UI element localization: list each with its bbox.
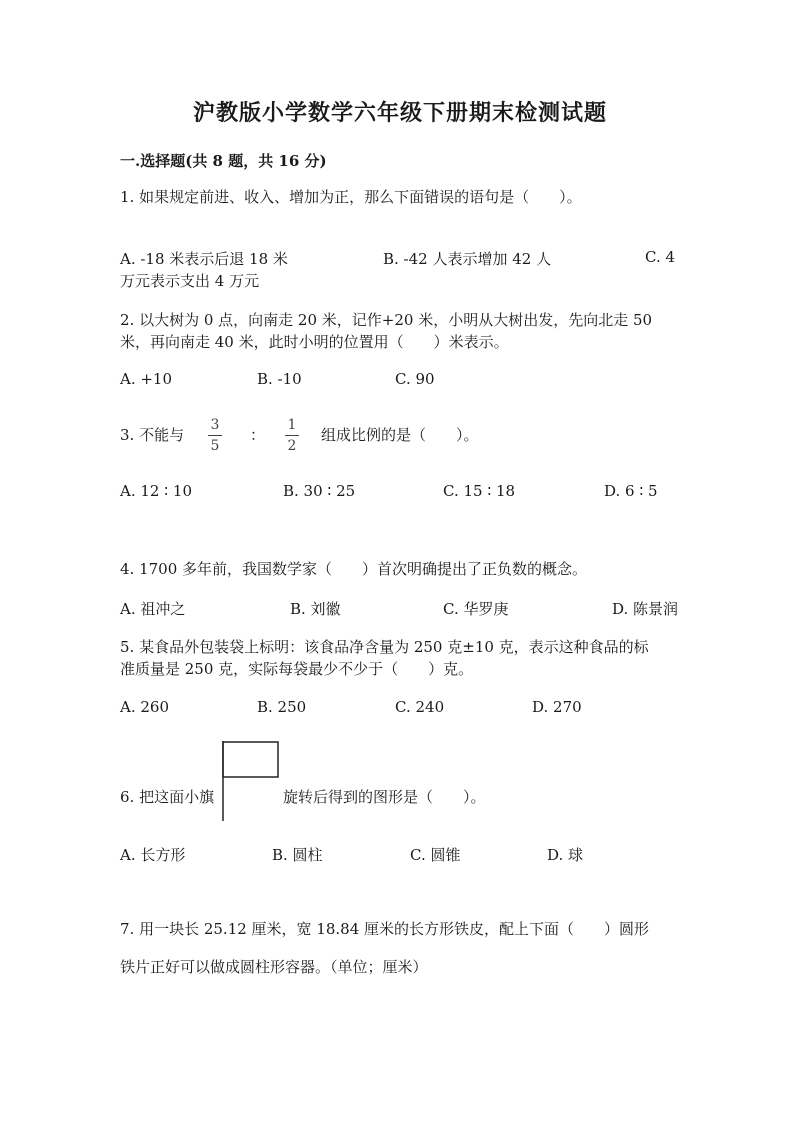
fraction-bar [285,435,299,436]
ratio-colon: ： [250,426,266,444]
fraction-one-half [285,417,299,454]
question-1-option-a: A. -18 米表示后退 18 米 [120,250,288,268]
question-6-option-a: A. 长方形 [120,846,186,864]
section-heading: 一.选择题(共 8 题，共 16 分) [120,152,327,170]
question-1-text: 1. 如果规定前进、收入、增加为正，那么下面错误的语句是（ ）。 [120,188,582,206]
question-7-line-2: 铁片正好可以做成圆柱形容器。（单位；厘米） [120,958,428,976]
question-1-option-c: C. 4 [645,248,676,266]
question-5-line-1: 5. 某食品外包装袋上标明：该食品净含量为 250 克±10 克，表示这种食品的标 [120,638,649,656]
question-3-prefix: 3. 不能与 [120,426,185,444]
question-6-option-c: C. 圆锥 [410,846,461,864]
fraction-denominator: 5 [210,438,220,454]
fraction-denominator: 2 [287,438,297,454]
question-6-option-d: D. 球 [547,846,584,864]
question-4-option-c: C. 华罗庚 [443,600,509,618]
question-5-option-b: B. 250 [257,698,307,716]
question-3-option-a: A. 12 ∶ 10 [120,482,192,500]
question-2-option-b: B. -10 [257,370,302,388]
question-5-option-a: A. 260 [120,698,169,716]
question-3-option-c: C. 15 ∶ 18 [443,482,516,500]
question-1-option-c-continued: 万元表示支出 4 万元 [120,272,260,290]
flag-figure [222,741,279,821]
question-1-option-b: B. -42 人表示增加 42 人 [383,250,552,268]
question-5-option-d: D. 270 [532,698,582,716]
question-5-option-c: C. 240 [395,698,445,716]
question-5-line-2: 准质量是 250 克，实际每袋最少不少于（ ）克。 [120,660,474,678]
question-6-suffix: 旋转后得到的图形是（ ）。 [283,788,486,806]
fraction-bar [208,435,222,436]
question-4-text: 4. 1700 多年前，我国数学家（ ）首次明确提出了正负数的概念。 [120,560,588,578]
question-2-option-a: A. +10 [120,370,173,388]
question-2-line-2: 米，再向南走 40 米，此时小明的位置用（ ）米表示。 [120,333,509,351]
fraction-numerator: 1 [287,417,297,433]
page-title: 沪教版小学数学六年级下册期末检测试题 [192,100,607,126]
question-7-line-1: 7. 用一块长 25.12 厘米，宽 18.84 厘米的长方形铁皮，配上下面（ ）圆形 [120,920,650,938]
question-4-option-a: A. 祖冲之 [120,600,186,618]
question-6-option-b: B. 圆柱 [272,846,323,864]
question-2-option-c: C. 90 [395,370,435,388]
question-6-prefix: 6. 把这面小旗 [120,788,215,806]
question-3-suffix: 组成比例的是（ ）。 [321,426,479,444]
question-4-option-b: B. 刘徽 [290,600,341,618]
question-3-option-d: D. 6 ∶ 5 [604,482,658,500]
fraction-three-fifths [208,417,222,454]
question-4-option-d: D. 陈景润 [612,600,679,618]
question-3-option-b: B. 30 ∶ 25 [283,482,356,500]
question-2-line-1: 2. 以大树为 0 点，向南走 20 米，记作+20 米，小明从大树出发，先向北走 50 [120,311,653,329]
fraction-numerator: 3 [210,417,220,433]
